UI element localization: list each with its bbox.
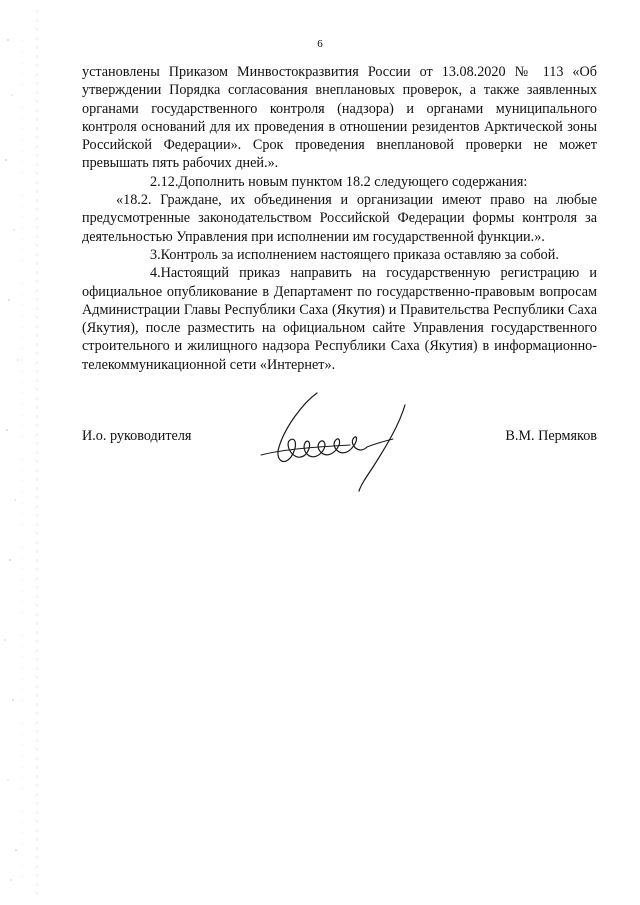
paragraph-2-12 bbox=[82, 173, 597, 191]
document-body bbox=[82, 63, 597, 374]
paragraph-text: Контроль за исполнением настоящего приказа оставляю за собой. bbox=[160, 246, 559, 263]
paragraph-text: Дополнить новым пунктом 18.2 следующего содержания: bbox=[178, 173, 528, 190]
paragraph-4 bbox=[82, 264, 597, 374]
scan-edge-noise bbox=[0, 0, 40, 905]
paragraph-number: 2.12. bbox=[150, 173, 179, 190]
paragraph-number: 3. bbox=[150, 246, 161, 263]
paragraph-number: 4. bbox=[150, 265, 161, 282]
signatory-title: И.о. руководителя bbox=[82, 428, 192, 444]
paragraph-continuation: установлены Приказом Минвостокразвития России от 13.08.2020 № 113 «Об утверждении Порядка согласования внеплановых проверок, а также заявленных органами государственного контроля (надзора) и органами муниципального контроля оснований для их проведения в отношении резидентов Арктической зоны Российской Федерации». Срок проведения внеплановой проверки не может превышать пять рабочих дней.». bbox=[82, 64, 597, 172]
paragraph-18-2-quote: «18.2. Граждане, их объединения и организации имеют право на любые предусмотренные законодательством Российской Федерации формы контроля за деятельностью Управления при исполнении им государственной функции.». bbox=[82, 192, 597, 245]
paragraph-text: Настоящий приказ направить на государственную регистрацию и официальное опубликование в Департамент по государственно-правовым вопросам Администрации Главы Республики Саха (Якутия) и Правительства Республики Саха (Якутия), после разместить на официальном сайте Управления государственного строительного и жилищного надзора Республики Саха (Якутия) в информационно-телекоммуникационной сети «Интернет». bbox=[82, 265, 597, 373]
signatory-name: В.М. Пермяков bbox=[505, 428, 597, 444]
page-number: 6 bbox=[317, 38, 323, 50]
paragraph-3 bbox=[82, 246, 597, 264]
handwritten-signature bbox=[255, 385, 425, 495]
